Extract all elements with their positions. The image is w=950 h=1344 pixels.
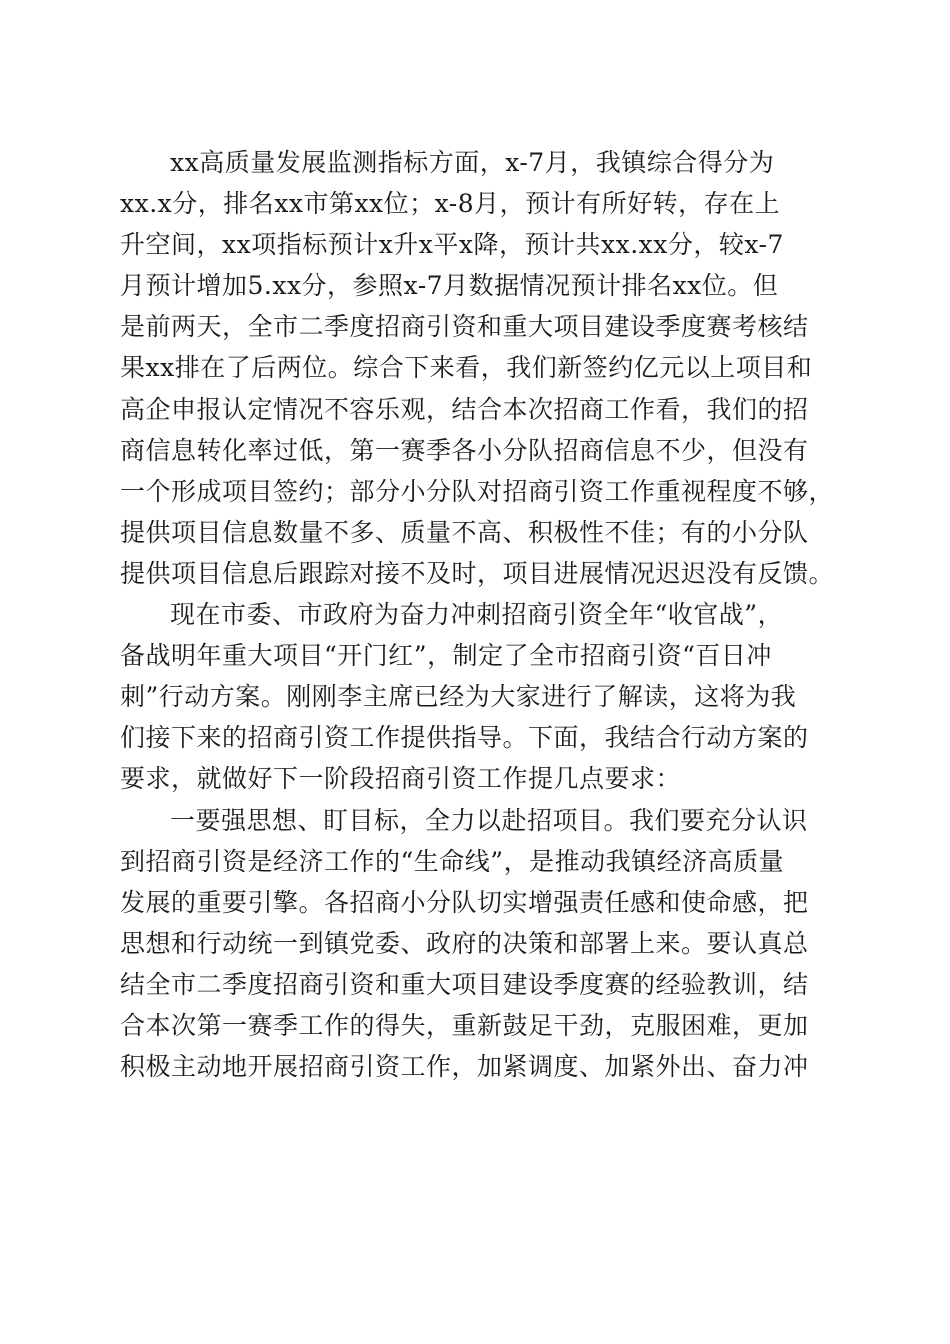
paragraph-3 — [120, 800, 830, 1088]
text-line: 提供项目信息数量不多、质量不高、积极性不佳；有的小分队 — [120, 517, 809, 547]
text-line: 提供项目信息后跟踪对接不及时，项目进展情况迟迟没有反馈。 — [120, 558, 835, 588]
text-line: 高企申报认定情况不容乐观，结合本次招商工作看，我们的招 — [120, 394, 809, 424]
paragraph-2 — [120, 594, 830, 799]
text-line: 思想和行动统一到镇党委、政府的决策和部署上来。要认真总 — [120, 928, 809, 958]
text-line: 一要强思想、盯目标，全力以赴招项目。我们要充分认识 — [170, 805, 808, 835]
text-line: xx.x分，排名xx市第xx位；x-8月，预计有所好转，存在上 — [120, 189, 781, 219]
text-line: 到招商引资是经济工作的“生命线”，是推动我镇经济高质量 — [120, 846, 785, 876]
text-line: 刺”行动方案。刚刚李主席已经为大家进行了解读，这将为我 — [120, 682, 797, 712]
text-line: 现在市委、市政府为奋力冲刺招商引资全年“收官战”， — [170, 600, 784, 630]
text-line: 结全市二季度招商引资和重大项目建设季度赛的经验教训，结 — [120, 969, 809, 999]
body-text — [120, 142, 835, 1087]
text-line: 发展的重要引擎。各招商小分队切实增强责任感和使命感，把 — [120, 887, 809, 917]
text-line: 要求，就做好下一阶段招商引资工作提几点要求： — [120, 764, 682, 794]
text-line: 商信息转化率过低，第一赛季各小分队招商信息不少，但没有 — [120, 435, 809, 465]
paragraph-1 — [120, 142, 835, 594]
text-line: 积极主动地开展招商引资工作，加紧调度、加紧外出、奋力冲 — [120, 1052, 809, 1082]
text-line: 月预计增加5.xx分，参照x-7月数据情况预计排名xx位。但 — [120, 271, 779, 301]
text-line: 备战明年重大项目“开门红”，制定了全市招商引资“百日冲 — [120, 641, 772, 671]
text-line: 一个形成项目签约；部分小分队对招商引资工作重视程度不够， — [120, 476, 835, 506]
text-line: 果xx排在了后两位。综合下来看，我们新签约亿元以上项目和 — [120, 353, 813, 383]
text-line: xx高质量发展监测指标方面，x-7月，我镇综合得分为 — [170, 148, 775, 177]
text-line: 升空间，xx项指标预计x升x平x降，预计共xx.xx分，较x-7 — [120, 230, 784, 260]
text-line: 们接下来的招商引资工作提供指导。下面，我结合行动方案的 — [120, 723, 809, 753]
text-line: 是前两天，全市二季度招商引资和重大项目建设季度赛考核结 — [120, 312, 809, 342]
text-line: 合本次第一赛季工作的得失，重新鼓足干劲，克服困难，更加 — [120, 1010, 809, 1040]
